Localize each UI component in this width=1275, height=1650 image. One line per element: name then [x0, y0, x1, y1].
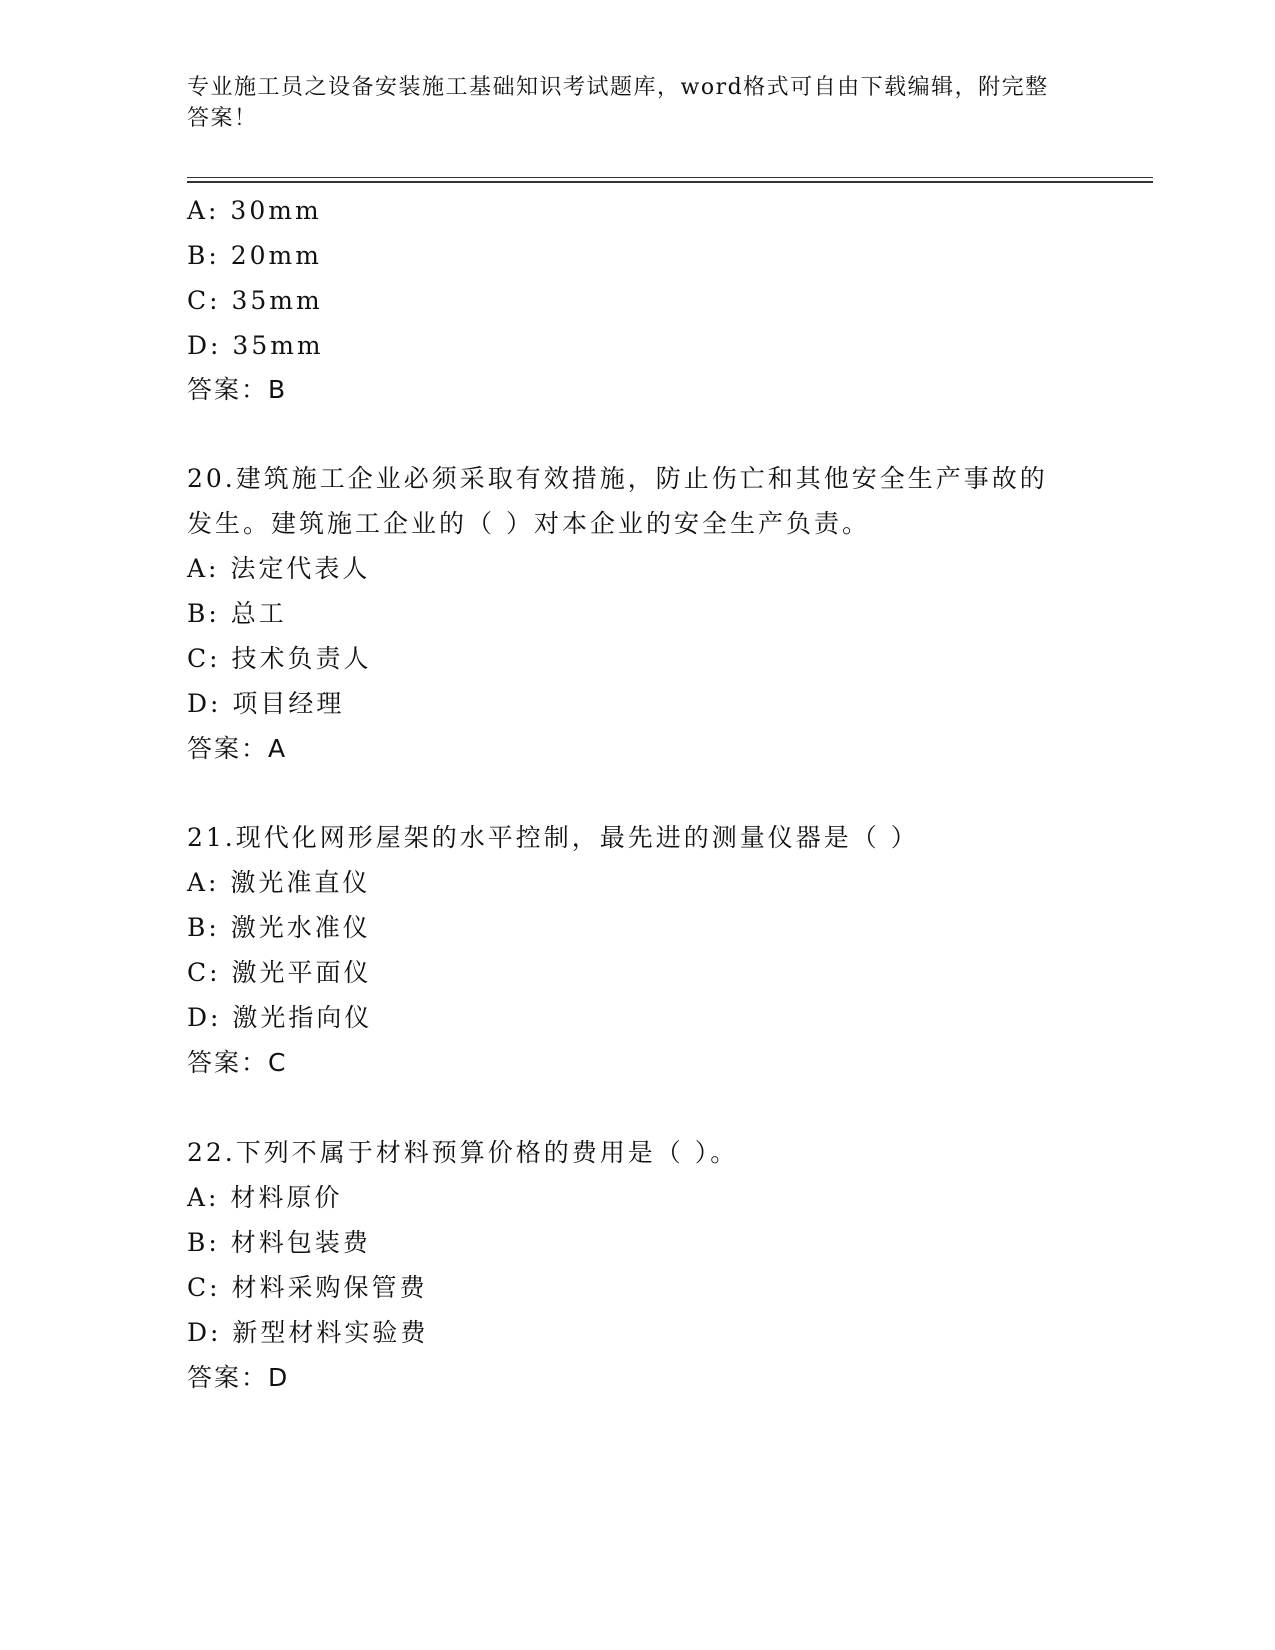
header-divider-top — [187, 177, 1153, 178]
q20-option-a: A: 法定代表人 — [187, 554, 371, 583]
q20-stem-line1: 20.建筑施工企业必须采取有效措施，防止伤亡和其他安全生产事故的 — [187, 464, 1048, 493]
q21-option-b: B: 激光水准仪 — [187, 913, 371, 942]
q21-stem-line1: 21.现代化网形屋架的水平控制，最先进的测量仪器是（ ） — [187, 823, 919, 852]
q20-option-b: B: 总工 — [187, 599, 287, 628]
q19-option-b: B: 20mm — [187, 241, 322, 270]
q19-option-a: A: 30mm — [187, 196, 322, 225]
q19-option-d: D: 35mm — [187, 331, 324, 360]
q21-option-c: C: 激光平面仪 — [187, 958, 372, 987]
q20-answer: 答案：A — [187, 734, 288, 763]
q21-option-d: D: 激光指向仪 — [187, 1003, 373, 1032]
header-divider-bottom — [187, 181, 1153, 183]
q21-answer: 答案：C — [187, 1048, 288, 1077]
q19-answer: 答案：B — [187, 375, 288, 404]
q20-option-d: D: 项目经理 — [187, 689, 345, 718]
q19-option-c: C: 35mm — [187, 286, 323, 315]
q20-option-c: C: 技术负责人 — [187, 644, 372, 673]
q22-option-b: B: 材料包装费 — [187, 1228, 371, 1257]
q22-option-c: C: 材料采购保管费 — [187, 1273, 428, 1302]
q22-option-a: A: 材料原价 — [187, 1183, 343, 1212]
document-header: 专业施工员之设备安装施工基础知识考试题库，word格式可自由下载编辑，附完整答案！ — [187, 75, 1049, 131]
q22-stem-line1: 22.下列不属于材料预算价格的费用是（ ）。 — [187, 1138, 739, 1167]
q21-option-a: A: 激光准直仪 — [187, 868, 371, 897]
q20-stem-line2: 发生。建筑施工企业的（ ）对本企业的安全生产负责。 — [187, 509, 870, 538]
q22-answer: 答案：D — [187, 1363, 290, 1392]
q22-option-d: D: 新型材料实验费 — [187, 1318, 429, 1347]
